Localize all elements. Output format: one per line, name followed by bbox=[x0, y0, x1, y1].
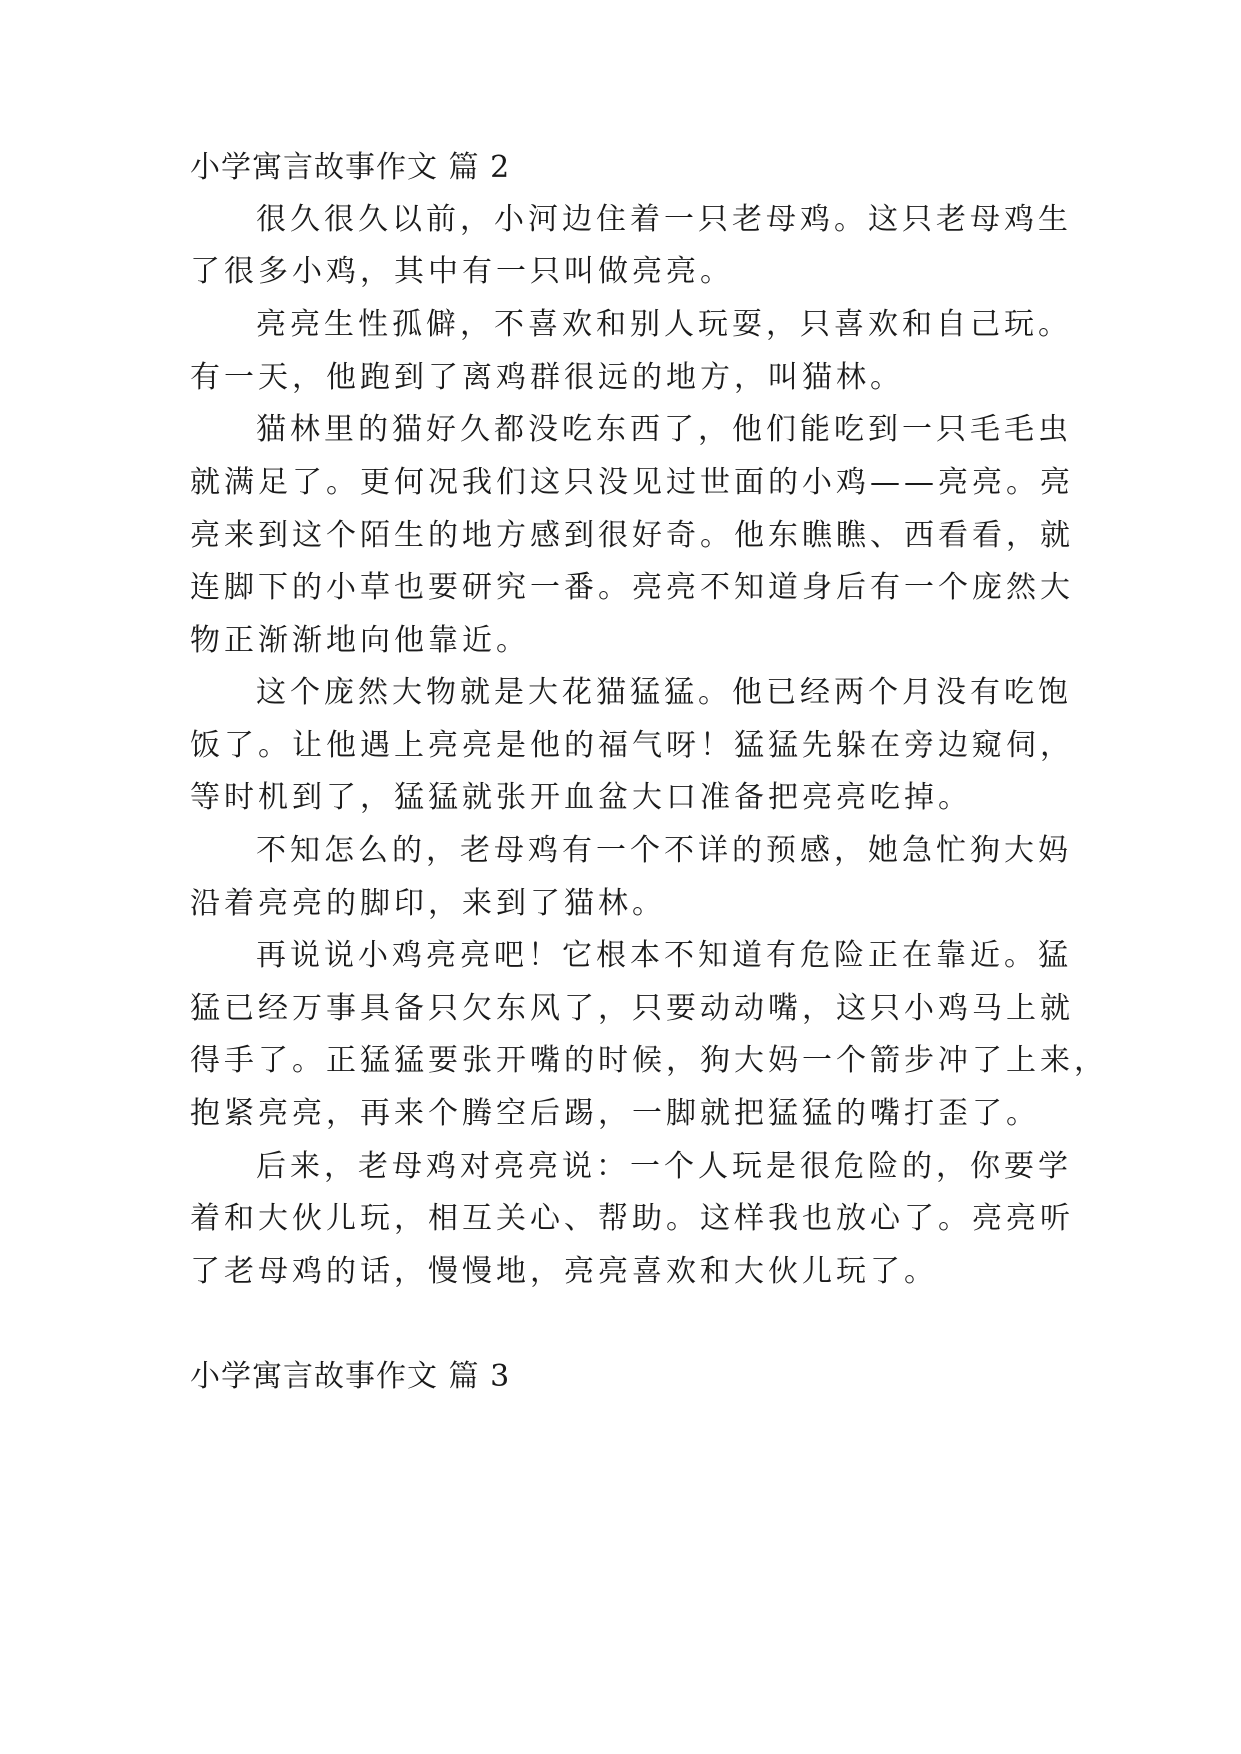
paragraph-line: 就满足了。更何况我们这只没见过世面的小鸡——亮亮。亮 bbox=[190, 465, 1074, 500]
paragraph-line: 得手了。正猛猛要张开嘴的时候，狗大妈一个箭步冲了上来， bbox=[190, 1043, 1108, 1078]
paragraph-line: 沿着亮亮的脚印，来到了猫林。 bbox=[190, 886, 666, 921]
paragraph-line: 猛已经万事具备只欠东风了，只要动动嘴，这只小鸡马上就 bbox=[190, 991, 1074, 1026]
paragraph-line: 抱紧亮亮，再来个腾空后踢，一脚就把猛猛的嘴打歪了。 bbox=[190, 1096, 1040, 1131]
paragraph-line: 连脚下的小草也要研究一番。亮亮不知道身后有一个庞然大 bbox=[190, 570, 1074, 605]
paragraph-line: 物正渐渐地向他靠近。 bbox=[190, 623, 530, 658]
paragraph-line: 猫林里的猫好久都没吃东西了，他们能吃到一只毛毛虫 bbox=[256, 412, 1072, 447]
section-title: 小学寓言故事作文 篇 3 bbox=[190, 1359, 511, 1394]
paragraph-line: 了老母鸡的话，慢慢地，亮亮喜欢和大伙儿玩了。 bbox=[190, 1254, 938, 1289]
paragraph-line: 再说说小鸡亮亮吧！它根本不知道有危险正在靠近。猛 bbox=[256, 938, 1072, 973]
paragraph-line: 饭了。让他遇上亮亮是他的福气呀！猛猛先躲在旁边窥伺， bbox=[190, 728, 1074, 763]
paragraph-line: 亮亮生性孤僻，不喜欢和别人玩耍，只喜欢和自己玩。 bbox=[256, 307, 1072, 342]
paragraph-line: 亮来到这个陌生的地方感到很好奇。他东瞧瞧、西看看，就 bbox=[190, 518, 1074, 553]
paragraph-line: 了很多小鸡，其中有一只叫做亮亮。 bbox=[190, 254, 734, 289]
section-title: 小学寓言故事作文 篇 2 bbox=[190, 150, 511, 185]
paragraph-line: 不知怎么的，老母鸡有一个不详的预感，她急忙狗大妈 bbox=[256, 833, 1072, 868]
paragraph-line: 很久很久以前，小河边住着一只老母鸡。这只老母鸡生 bbox=[256, 202, 1072, 237]
paragraph-line: 这个庞然大物就是大花猫猛猛。他已经两个月没有吃饱 bbox=[256, 675, 1072, 710]
paragraph-line: 着和大伙儿玩，相互关心、帮助。这样我也放心了。亮亮听 bbox=[190, 1201, 1074, 1236]
paragraph-line: 有一天，他跑到了离鸡群很远的地方，叫猫林。 bbox=[190, 360, 904, 395]
paragraph-line: 后来，老母鸡对亮亮说：一个人玩是很危险的，你要学 bbox=[256, 1149, 1072, 1184]
paragraph-line: 等时机到了，猛猛就张开血盆大口准备把亮亮吃掉。 bbox=[190, 780, 972, 815]
